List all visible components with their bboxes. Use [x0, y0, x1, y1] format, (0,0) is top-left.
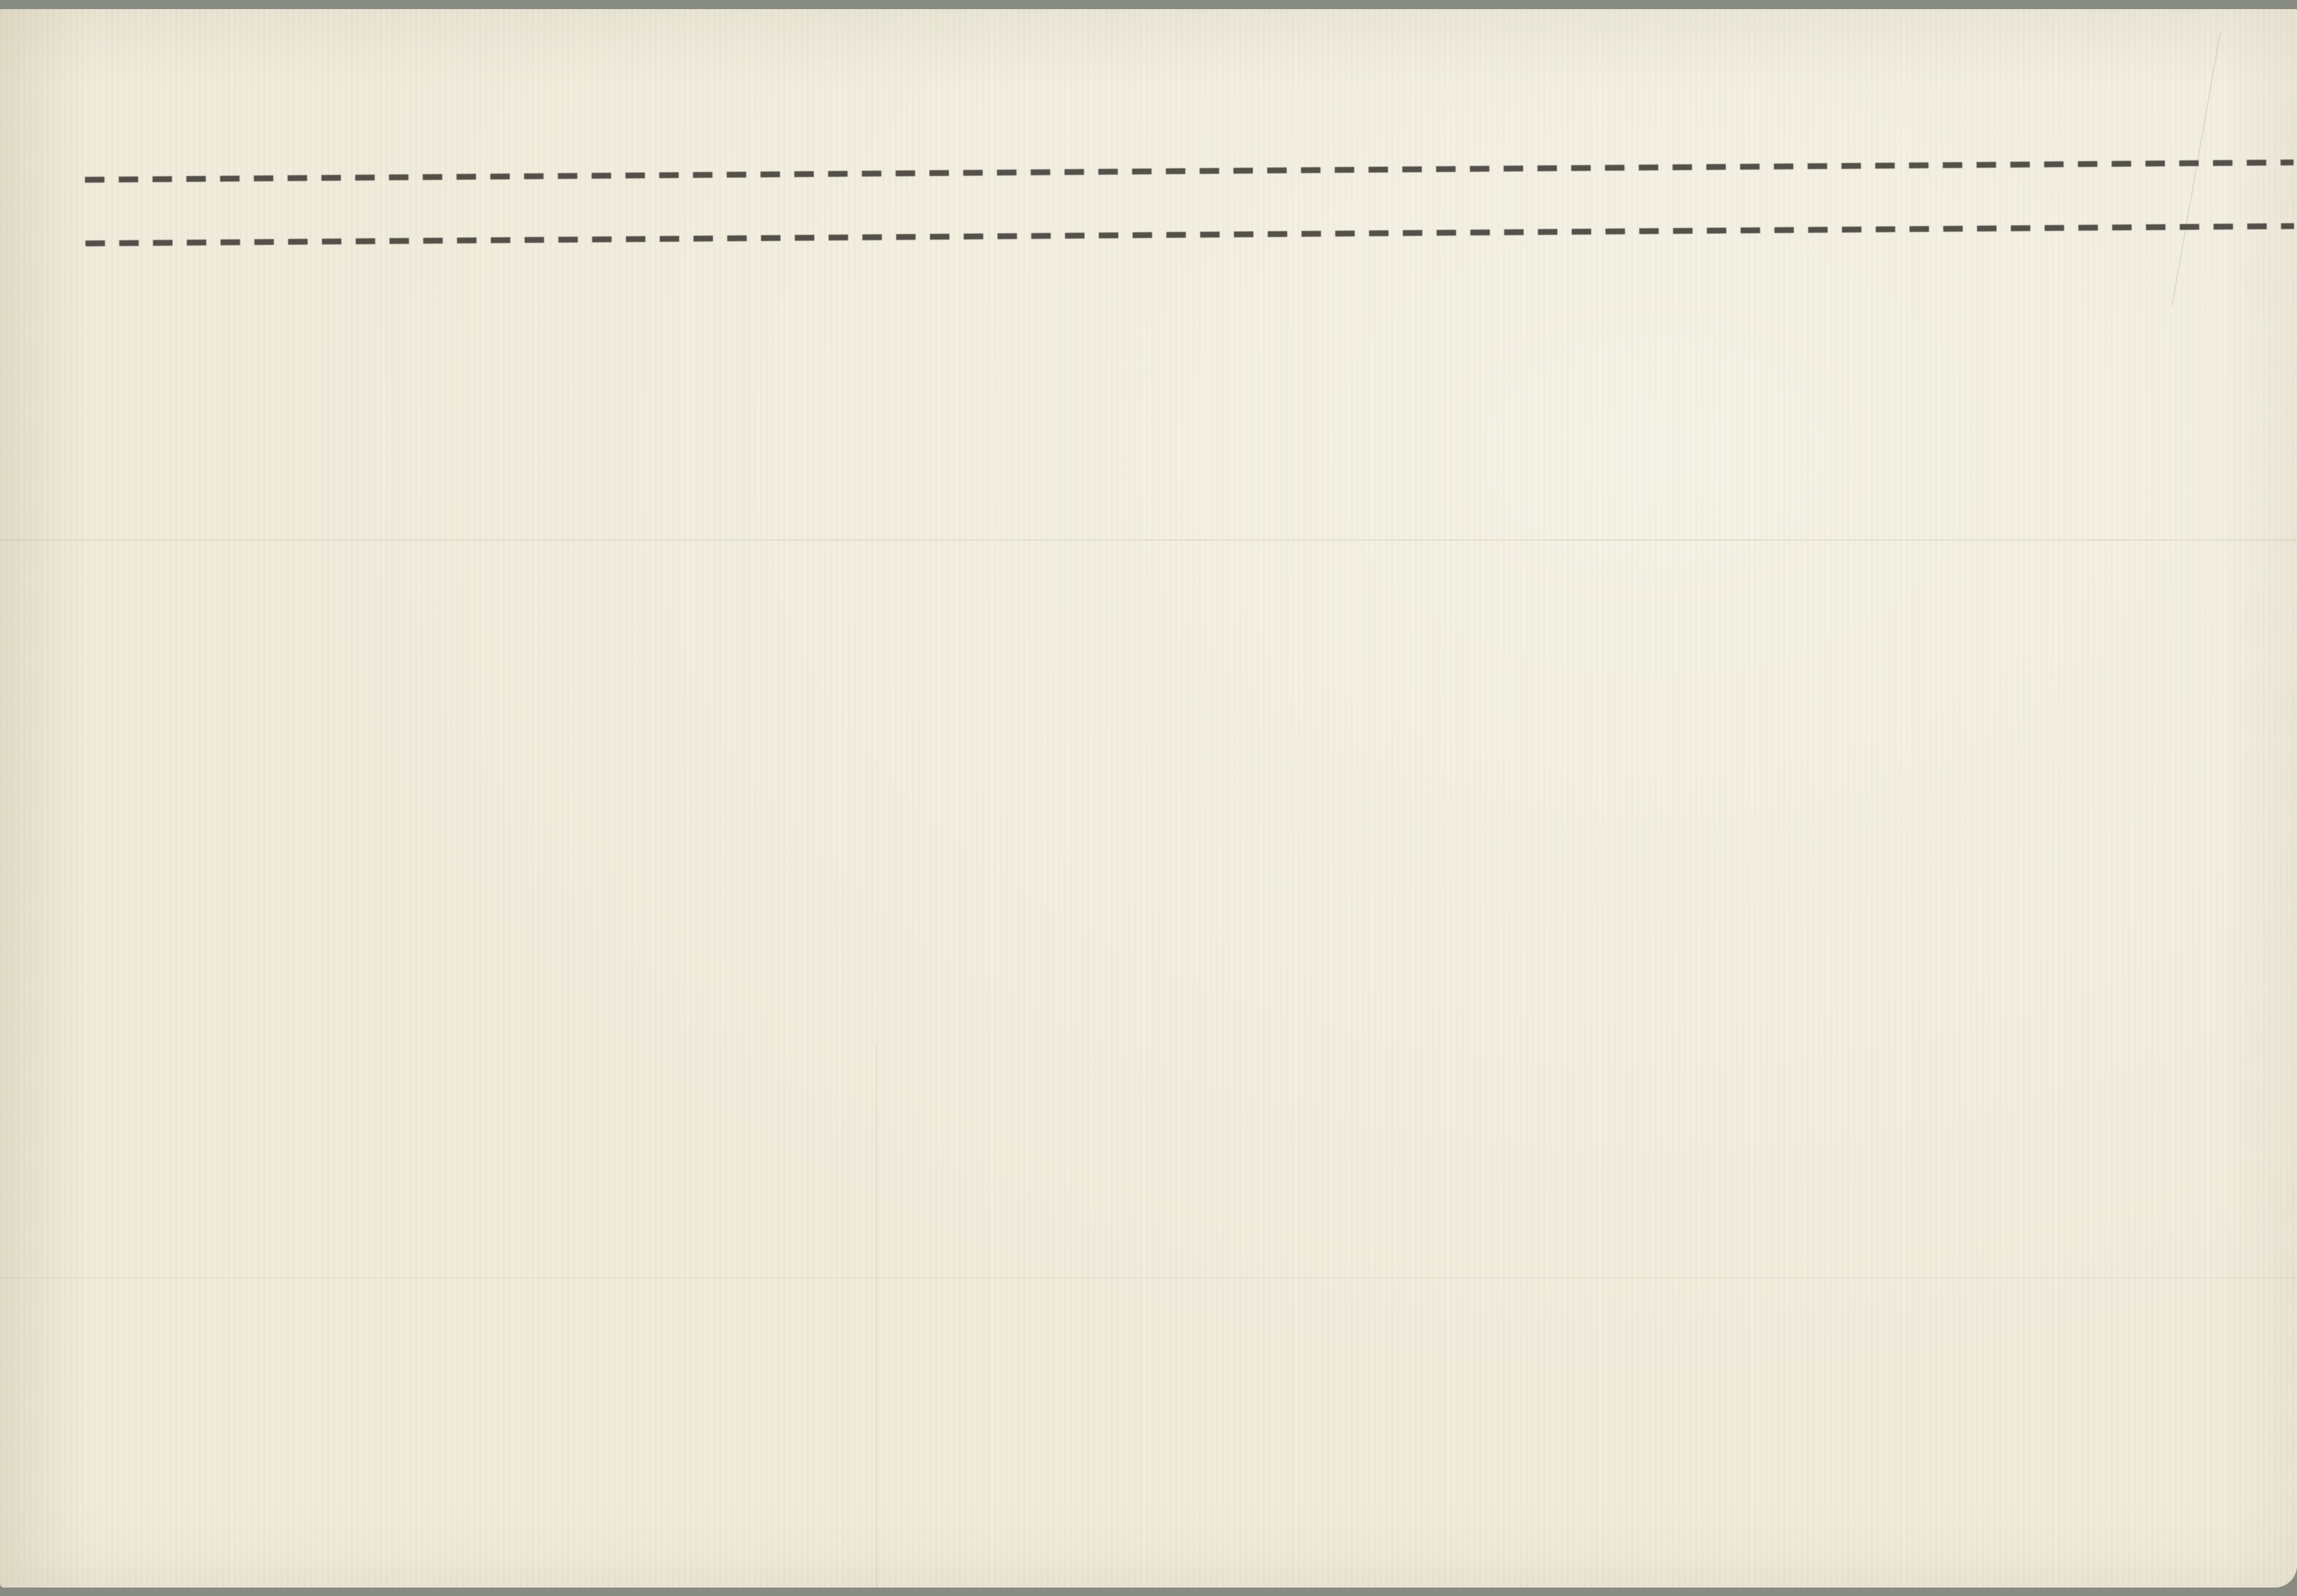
table-column-header: [0, 0, 2285, 18]
table-header-dashed-rule: [86, 223, 2294, 247]
table-top-dashed-rule: [85, 160, 2294, 183]
table-body: [0, 0, 2285, 18]
document-page: [0, 9, 2297, 1588]
